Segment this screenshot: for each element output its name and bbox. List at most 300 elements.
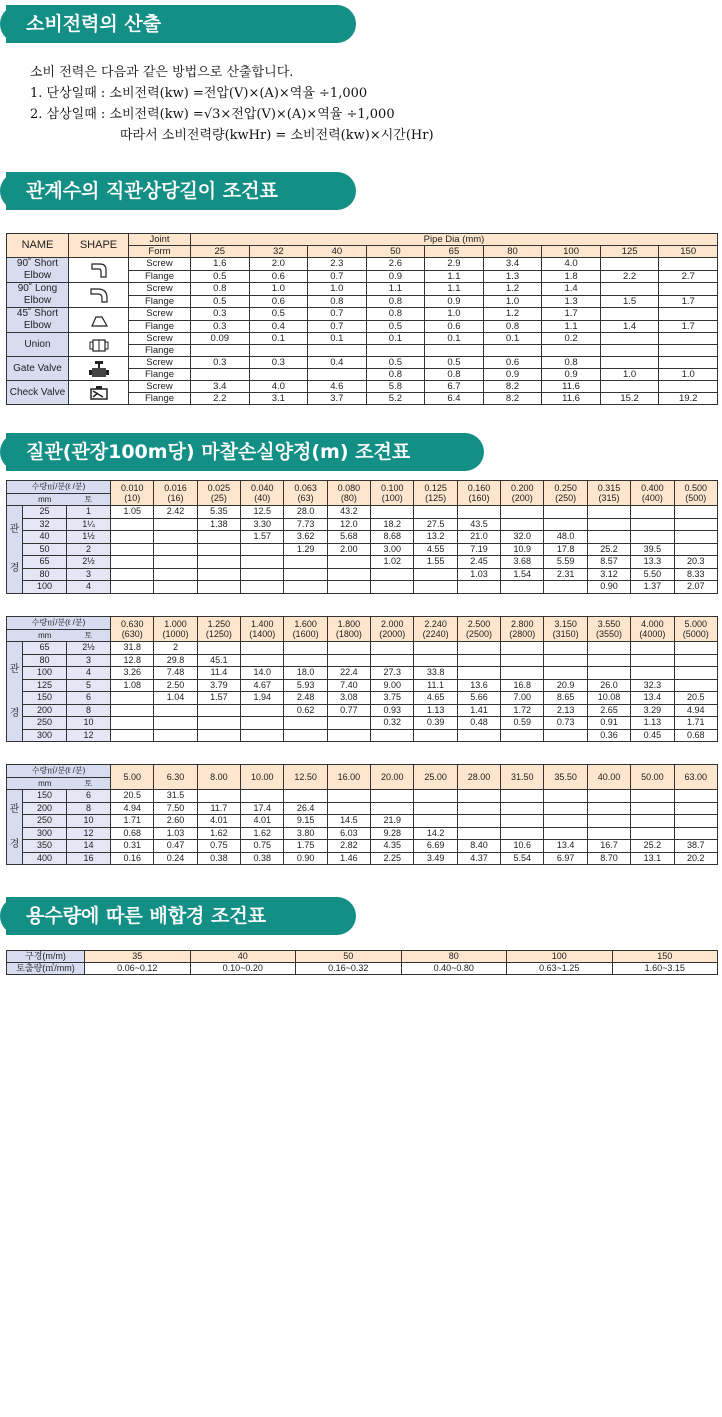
value-cell	[327, 556, 370, 569]
value-cell: 2.65	[587, 704, 630, 717]
flow-value	[631, 765, 674, 790]
pipe-mm: 400	[23, 852, 67, 865]
value-cell	[111, 692, 154, 705]
pipe-to: 2½	[67, 642, 111, 655]
union-icon	[69, 336, 128, 354]
value-cell: 0.3	[191, 357, 250, 369]
value-cell	[197, 704, 240, 717]
fitting-name: Gate Valve	[7, 357, 69, 381]
value-cell: 0.8	[308, 295, 367, 308]
flow-value	[631, 617, 674, 642]
flow-value-line: (1400)	[249, 629, 276, 639]
flow-value	[154, 481, 197, 506]
value-cell: 0.24	[154, 852, 197, 865]
value-cell: 0.62	[284, 704, 327, 717]
value-cell: 1.38	[197, 518, 240, 531]
pipe-mm: 350	[23, 840, 67, 853]
value-cell	[457, 815, 500, 828]
value-cell	[414, 815, 457, 828]
value-cell: 11.1	[414, 679, 457, 692]
value-cell	[241, 790, 284, 803]
value-cell: 1.54	[501, 568, 544, 581]
value-cell	[197, 642, 240, 655]
value-cell	[197, 531, 240, 544]
table-row	[7, 308, 718, 321]
flow-label-text: 수량㎥/분(ℓ /분)	[31, 766, 86, 775]
fitting-name: Union	[7, 333, 69, 357]
value-cell	[659, 258, 718, 271]
value-cell: 2.6	[366, 258, 425, 271]
value-cell: 3.26	[111, 667, 154, 680]
value-cell: 16.8	[501, 679, 544, 692]
value-cell: 2.31	[544, 568, 587, 581]
flow-value-line: 0.500	[684, 483, 708, 493]
value-cell	[154, 568, 197, 581]
value-cell	[154, 729, 197, 742]
power-line-3: 따라서 소비전력량(kwHr) = 소비전력(kw)×시간(Hr)	[120, 128, 434, 143]
value-cell: 13.6	[457, 679, 500, 692]
value-cell: 0.6	[425, 320, 484, 333]
value-cell	[241, 556, 284, 569]
value-cell: 1.7	[659, 295, 718, 308]
value-cell: 1.0	[659, 369, 718, 381]
value-cell: 17.8	[544, 543, 587, 556]
flow-value-line: 6.30	[166, 772, 185, 782]
value-cell	[284, 654, 327, 667]
value-cell: 2.45	[457, 556, 500, 569]
pipe-mm: 40	[23, 531, 67, 544]
pipe-to: 14	[67, 840, 111, 853]
value-cell	[501, 815, 544, 828]
side-label-2: 경	[9, 707, 20, 719]
flow-value-line: 25.00	[424, 772, 447, 782]
value-cell: 3.08	[327, 692, 370, 705]
value-cell: 0.8	[366, 369, 425, 381]
value-cell: 0.59	[501, 717, 544, 730]
value-cell	[308, 369, 367, 381]
value-cell: 4.37	[457, 852, 500, 865]
flow-value-line: (5000)	[682, 629, 709, 639]
value-cell: 2.2	[191, 393, 250, 405]
pipe-to: 6	[67, 790, 111, 803]
flow-label	[7, 481, 111, 506]
value-cell: 26.0	[587, 679, 630, 692]
value-cell: 5.8	[366, 381, 425, 393]
table-row	[7, 667, 718, 680]
value-cell: 3.1	[249, 393, 308, 405]
value-cell	[674, 790, 718, 803]
value-cell: 0.3	[249, 357, 308, 369]
pipe-to: 3	[67, 568, 111, 581]
value-cell	[414, 506, 457, 519]
value-cell	[457, 667, 500, 680]
value-cell: 0.32	[371, 717, 414, 730]
flow-value	[327, 765, 370, 790]
value-cell	[457, 654, 500, 667]
value-cell: 12.8	[111, 654, 154, 667]
value-cell: 3.79	[197, 679, 240, 692]
value-cell: 0.9	[483, 369, 542, 381]
value-cell	[154, 556, 197, 569]
value-cell: 27.5	[414, 518, 457, 531]
value-cell	[241, 729, 284, 742]
value-cell: 3.80	[284, 827, 327, 840]
friction-section-title: 질관(관장100m당) 마찰손실양정(m) 조견표	[6, 433, 484, 471]
flow-value	[501, 481, 544, 506]
value-cell: 2.2	[600, 270, 659, 283]
value-cell	[457, 729, 500, 742]
value-cell: 1.0	[483, 295, 542, 308]
flow-value	[414, 617, 457, 642]
value-cell	[587, 654, 630, 667]
value-cell	[542, 345, 601, 357]
value-cell	[483, 345, 542, 357]
value-cell	[501, 802, 544, 815]
table-row	[7, 381, 718, 393]
side-label-1: 관	[9, 523, 20, 535]
value-cell: 0.77	[327, 704, 370, 717]
value-cell: 2.42	[154, 506, 197, 519]
flow-value	[457, 617, 500, 642]
value-cell	[197, 790, 240, 803]
flow-value-line: (100)	[381, 493, 403, 503]
pipe-mm: 200	[23, 704, 67, 717]
value-cell: 5.66	[457, 692, 500, 705]
pipe-mm: 80	[23, 568, 67, 581]
pipe-to: 12	[67, 729, 111, 742]
value-cell: 8.65	[544, 692, 587, 705]
joint-screw: Screw	[129, 283, 191, 296]
fitting-shape	[69, 333, 129, 357]
flow-value-line: (1600)	[292, 629, 319, 639]
value-cell	[371, 654, 414, 667]
value-cell: 10.6	[501, 840, 544, 853]
value-cell: 0.3	[191, 320, 250, 333]
value-cell: 2.48	[284, 692, 327, 705]
value-cell	[544, 667, 587, 680]
flow-value	[327, 617, 370, 642]
value-cell: 5.2	[366, 393, 425, 405]
pipe-to: 2	[67, 543, 111, 556]
value-cell: 4.94	[674, 704, 718, 717]
flow-value-line: 0.250	[554, 483, 577, 493]
table-row	[7, 827, 718, 840]
range-value: 0.06~0.12	[85, 963, 191, 975]
value-cell	[674, 802, 718, 815]
value-cell: 1.5	[600, 295, 659, 308]
value-cell: 0.7	[308, 320, 367, 333]
value-cell: 7.00	[501, 692, 544, 705]
pipe-to: 8	[67, 802, 111, 815]
value-cell	[371, 790, 414, 803]
joint-flange: Flange	[129, 320, 191, 333]
value-cell: 6.03	[327, 827, 370, 840]
flow-value	[197, 481, 240, 506]
value-cell	[241, 654, 284, 667]
value-cell: 0.38	[241, 852, 284, 865]
value-cell: 5.93	[284, 679, 327, 692]
value-cell	[371, 568, 414, 581]
flow-value-line: 3.150	[554, 619, 577, 629]
flow-value-line: (3550)	[595, 629, 622, 639]
value-cell: 6.7	[425, 381, 484, 393]
fitting-name: 90˚ Long Elbow	[7, 283, 69, 308]
value-cell: 7.50	[154, 802, 197, 815]
value-cell: 0.09	[191, 333, 250, 345]
value-cell: 0.6	[249, 295, 308, 308]
value-cell	[241, 642, 284, 655]
side-label	[7, 790, 23, 865]
pipe-size: 125	[600, 246, 659, 258]
value-cell: 0.47	[154, 840, 197, 853]
value-cell: 1.7	[542, 308, 601, 321]
range-value: 0.10~0.20	[190, 963, 296, 975]
fitting-shape	[69, 258, 129, 283]
value-cell	[284, 729, 327, 742]
value-cell: 2.13	[544, 704, 587, 717]
pipe-to: 4	[67, 667, 111, 680]
value-cell: 1.57	[197, 692, 240, 705]
table-row	[7, 258, 718, 271]
flow-value	[197, 617, 240, 642]
value-cell	[284, 790, 327, 803]
value-cell: 38.7	[674, 840, 718, 853]
capacity-table	[6, 950, 718, 975]
value-cell: 20.3	[674, 556, 718, 569]
value-cell	[587, 802, 630, 815]
pipe-mm: 25	[23, 506, 67, 519]
value-cell: 2.82	[327, 840, 370, 853]
flow-value-line: 16.00	[337, 772, 361, 782]
pipe-mm: 100	[23, 667, 67, 680]
value-cell	[674, 543, 718, 556]
fitting-shape	[69, 308, 129, 333]
flow-value-line: 1.400	[250, 619, 274, 629]
value-cell: 48.0	[544, 531, 587, 544]
friction-table-3	[6, 764, 718, 865]
value-cell	[674, 667, 718, 680]
value-cell: 1.41	[457, 704, 500, 717]
flow-value	[241, 617, 284, 642]
flow-value-line: 0.160	[467, 483, 491, 493]
value-cell: 1.2	[483, 283, 542, 296]
flow-value-line: 3.550	[597, 619, 621, 629]
value-cell: 27.3	[371, 667, 414, 680]
flow-value	[544, 765, 587, 790]
flow-value-line: (2000)	[379, 629, 406, 639]
table-row	[7, 704, 718, 717]
value-cell	[327, 568, 370, 581]
value-cell: 1.13	[631, 717, 674, 730]
value-cell: 7.48	[154, 667, 197, 680]
mm-label: mm	[38, 631, 52, 640]
flow-value-line: 1.600	[294, 619, 317, 629]
size-value: 40	[190, 951, 296, 963]
flow-value-line: 0.025	[207, 483, 231, 493]
value-cell	[111, 568, 154, 581]
flow-value-line: 0.010	[120, 483, 144, 493]
value-cell	[544, 790, 587, 803]
size-label: 구경(m/m)	[7, 951, 85, 963]
value-cell: 0.48	[457, 717, 500, 730]
size-value: 80	[401, 951, 507, 963]
side-label-1: 관	[9, 664, 20, 675]
value-cell: 13.1	[631, 852, 674, 865]
power-intro: 소비 전력은 다음과 같은 방법으로 산출합니다.	[30, 65, 294, 80]
pipe-to: 1½	[67, 531, 111, 544]
value-cell: 10.08	[587, 692, 630, 705]
value-cell	[587, 506, 630, 519]
value-cell: 8.33	[674, 568, 718, 581]
flow-value-line: (2800)	[509, 629, 536, 639]
flow-value-line: (10)	[124, 493, 141, 503]
size-value: 100	[507, 951, 613, 963]
value-cell	[674, 679, 718, 692]
value-cell	[371, 729, 414, 742]
value-cell: 1.6	[191, 258, 250, 271]
value-cell	[414, 642, 457, 655]
value-cell: 0.5	[366, 357, 425, 369]
value-cell: 1.8	[542, 270, 601, 283]
value-cell: 0.91	[587, 717, 630, 730]
pipe-dia-header: Pipe Dia (mm)	[191, 234, 718, 246]
value-cell: 39.5	[631, 543, 674, 556]
value-cell: 1.03	[154, 827, 197, 840]
value-cell: 0.8	[366, 295, 425, 308]
flow-label-text: 수량㎥/분(ℓ /분)	[31, 482, 86, 491]
value-cell: 43.5	[457, 518, 500, 531]
flow-value-line: (2240)	[422, 629, 449, 639]
flow-label	[7, 765, 111, 790]
value-cell: 3.12	[587, 568, 630, 581]
value-cell: 2.7	[659, 270, 718, 283]
value-cell	[154, 717, 197, 730]
flow-value-line: 12.50	[294, 772, 317, 782]
value-cell	[241, 581, 284, 594]
value-cell: 29.8	[154, 654, 197, 667]
joint-screw: Screw	[129, 308, 191, 321]
value-cell: 11.6	[542, 393, 601, 405]
mm-label: mm	[38, 779, 52, 788]
table-row	[7, 692, 718, 705]
flow-value-line: (630)	[121, 629, 143, 639]
pipe-to: 1	[67, 506, 111, 519]
value-cell: 5.68	[327, 531, 370, 544]
range-value: 0.40~0.80	[401, 963, 507, 975]
value-cell: 0.45	[631, 729, 674, 742]
pipe-mm: 80	[23, 654, 67, 667]
flow-value-line: 63.00	[684, 772, 708, 782]
pipe-to: 3	[67, 654, 111, 667]
value-cell: 0.6	[483, 357, 542, 369]
flow-value	[674, 765, 718, 790]
value-cell	[631, 667, 674, 680]
value-cell: 2.07	[674, 581, 718, 594]
value-cell: 5.35	[197, 506, 240, 519]
value-cell	[659, 381, 718, 393]
flow-value	[241, 765, 284, 790]
flow-value-line: 1.250	[207, 619, 231, 629]
flow-value-line: 50.00	[641, 772, 664, 782]
value-cell: 13.2	[414, 531, 457, 544]
value-cell	[191, 345, 250, 357]
value-cell: 20.5	[674, 692, 718, 705]
table-row	[7, 518, 718, 531]
value-cell: 1.4	[600, 320, 659, 333]
flow-value-line: 31.50	[511, 772, 534, 782]
value-cell: 4.01	[241, 815, 284, 828]
value-cell: 0.38	[197, 852, 240, 865]
flow-value-line: 2.800	[511, 619, 534, 629]
value-cell	[674, 815, 718, 828]
flow-value	[587, 765, 630, 790]
pipe-size: 80	[483, 246, 542, 258]
pipe-to: 16	[67, 852, 111, 865]
flow-value	[111, 481, 154, 506]
value-cell: 3.29	[631, 704, 674, 717]
check-valve-icon	[69, 384, 128, 402]
unit-labels	[7, 493, 110, 505]
flow-value-line: (1000)	[162, 629, 189, 639]
capacity-section-title: 용수량에 따른 배합경 조건표	[6, 897, 356, 935]
value-cell	[284, 642, 327, 655]
fitting-shape	[69, 381, 129, 405]
value-cell: 4.94	[111, 802, 154, 815]
value-cell	[674, 531, 718, 544]
gate-valve-icon	[69, 360, 128, 378]
value-cell: 19.2	[659, 393, 718, 405]
value-cell: 0.36	[587, 729, 630, 742]
range-value: 1.60~3.15	[612, 963, 718, 975]
value-cell	[111, 531, 154, 544]
value-cell	[111, 717, 154, 730]
value-cell: 0.16	[111, 852, 154, 865]
pipe-mm: 50	[23, 543, 67, 556]
value-cell: 0.1	[249, 333, 308, 345]
value-cell: 1.4	[542, 283, 601, 296]
value-cell	[659, 333, 718, 345]
pipe-size: 100	[542, 246, 601, 258]
value-cell	[544, 827, 587, 840]
table-row	[7, 852, 718, 865]
value-cell: 4.0	[249, 381, 308, 393]
value-cell: 4.65	[414, 692, 457, 705]
value-cell: 28.0	[284, 506, 327, 519]
value-cell: 18.2	[371, 518, 414, 531]
value-cell: 4.0	[542, 258, 601, 271]
value-cell: 0.2	[542, 333, 601, 345]
range-label: 토출량(㎥/mm)	[7, 963, 85, 975]
table-row	[7, 790, 718, 803]
flow-value-line: 0.040	[250, 483, 274, 493]
table-row	[7, 506, 718, 519]
value-cell	[154, 543, 197, 556]
value-cell	[414, 802, 457, 815]
value-cell	[371, 642, 414, 655]
value-cell: 0.31	[111, 840, 154, 853]
joint-screw: Screw	[129, 333, 191, 345]
value-cell	[371, 581, 414, 594]
value-cell	[631, 531, 674, 544]
value-cell	[631, 802, 674, 815]
value-cell	[587, 827, 630, 840]
to-label: 토	[84, 631, 93, 640]
value-cell: 1.3	[483, 270, 542, 283]
flow-value-line: (80)	[340, 493, 357, 503]
flow-value-line: (1250)	[205, 629, 232, 639]
unit-labels	[7, 629, 110, 641]
capacity-range-row	[7, 963, 718, 975]
